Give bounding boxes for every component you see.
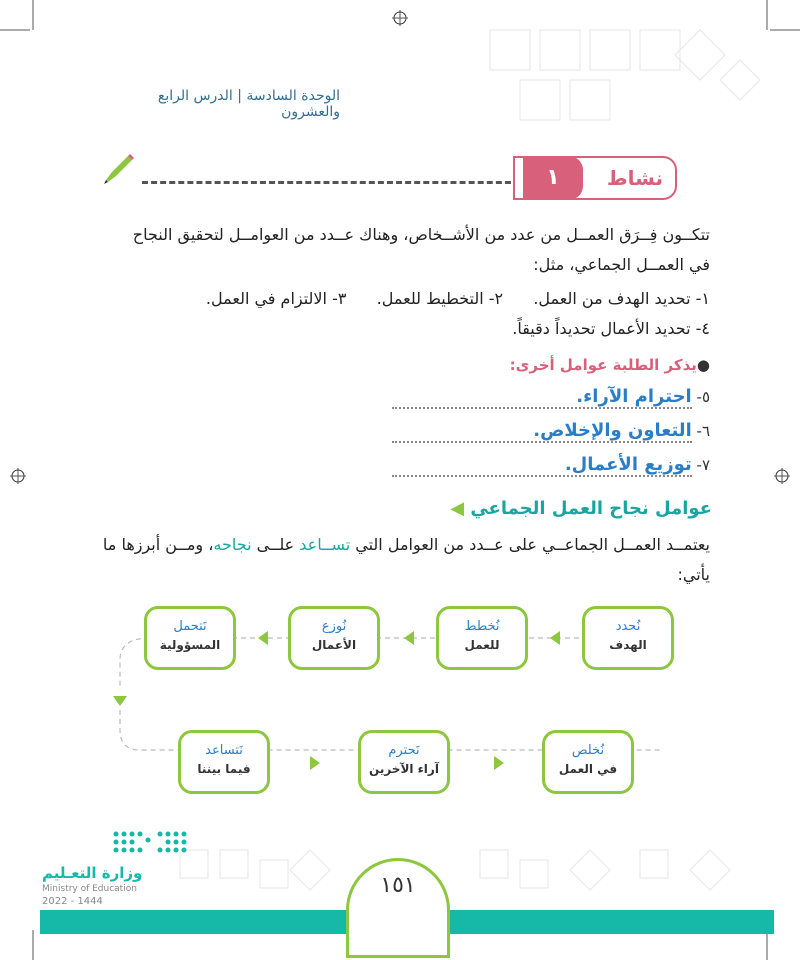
- section-line-1: [90, 530, 710, 560]
- arrow-right-icon: [310, 756, 320, 770]
- activity-label: نشاط: [606, 166, 663, 190]
- step-object: الأعمال: [311, 638, 357, 652]
- background-pattern: [470, 20, 770, 130]
- answer-line-6: [350, 420, 710, 443]
- section-line-2: يأتي:: [677, 565, 710, 584]
- students-note: [400, 356, 710, 374]
- step-verb: نُحدد: [615, 619, 641, 634]
- step-verb: نَحترم: [388, 743, 420, 758]
- activity-tab: [513, 156, 677, 200]
- flow-step-distribute: [288, 606, 380, 670]
- step-object: المسؤولية: [159, 638, 221, 652]
- factors-row-1: [160, 284, 710, 314]
- answer-text: التعاون والإخلاص.: [533, 420, 692, 441]
- answer-text: توزيع الأعمال.: [564, 454, 692, 475]
- breadcrumb: الوحدة السادسة | الدرس الرابع والعشرون: [157, 88, 340, 120]
- bullet-icon: ●: [696, 356, 710, 374]
- highlight-word: تســاعد: [299, 535, 351, 554]
- section-paragraph: [90, 530, 710, 590]
- intro-line-1: تتكــون فِــرَق العمــل من عدد من الأشــخاص، وهناك عــدد من العوامــل لتحقيق النجاح: [132, 225, 710, 244]
- factor-3: ٣- الالتزام في العمل.: [205, 289, 347, 308]
- arrow-left-icon: [404, 631, 414, 645]
- answer-num: ٥-: [696, 388, 710, 406]
- answer-dotted-line: [392, 420, 692, 443]
- section-title: [400, 498, 712, 519]
- factor-1: ١- تحديد الهدف من العمل.: [533, 289, 710, 308]
- flow-step-responsibility: [144, 606, 236, 670]
- arrow-right-icon: [494, 756, 504, 770]
- factor-2: ٢- التخطيط للعمل.: [376, 289, 504, 308]
- step-object: الهدف: [609, 638, 647, 652]
- text-part: علــى: [251, 535, 300, 554]
- page-number: ١٥١: [380, 873, 416, 898]
- arrow-left-icon: [258, 631, 268, 645]
- flow-step-help: [178, 730, 270, 794]
- step-verb: نُوزع: [321, 619, 347, 634]
- factor-4: ٤- تحديد الأعمال تحديداً دقيقاً.: [512, 319, 710, 338]
- answer-line-7: [350, 454, 710, 477]
- step-verb: نُخلص: [571, 743, 605, 758]
- year-label: 2022 - 1444: [42, 896, 103, 907]
- step-object: فيما بيننا: [197, 762, 251, 776]
- answer-num: ٧-: [696, 456, 710, 474]
- section-title-text: عوامل نجاح العمل الجماعي: [470, 498, 712, 519]
- step-object: في العمل: [558, 762, 618, 776]
- step-verb: نَتحمل: [173, 619, 207, 634]
- answer-num: ٦-: [696, 422, 710, 440]
- flow-step-sincere: [542, 730, 634, 794]
- step-object: للعمل: [464, 638, 500, 652]
- ministry-name-en: Ministry of Education: [42, 884, 137, 894]
- step-verb: نَتساعد: [205, 743, 243, 758]
- flow-step-plan: [436, 606, 528, 670]
- ministry-logo-icon: [110, 828, 190, 862]
- answer-dotted-line: [392, 386, 692, 409]
- ministry-name-ar: وزارة التعـليم: [42, 864, 143, 882]
- chevron-left-icon: ◀: [450, 498, 465, 519]
- step-verb: نُخطط: [464, 619, 500, 634]
- activity-divider: [142, 181, 520, 184]
- students-note-text: يذكر الطلبة عوامل أخرى:: [509, 356, 697, 374]
- step-object: آراء الآخرين: [369, 762, 439, 776]
- intro-paragraph: [90, 220, 710, 280]
- page-number-badge: [346, 858, 450, 958]
- answer-dotted-line: [392, 454, 692, 477]
- flow-step-respect: [358, 730, 450, 794]
- text-part: يعتمــد العمــل الجماعــي على عــدد من العوامل التي: [350, 535, 710, 554]
- highlight-word: نجاحه: [213, 535, 252, 554]
- arrow-down-icon: [113, 696, 127, 706]
- answer-line-5: [350, 386, 710, 409]
- text-part: ، ومــن أبرزها ما: [102, 535, 214, 554]
- intro-line-2: في العمــل الجماعي، مثل:: [533, 255, 710, 274]
- activity-number: ١: [523, 156, 583, 200]
- arrow-left-icon: [550, 631, 560, 645]
- pencil-icon: [100, 150, 136, 186]
- flow-step-define-goal: [582, 606, 674, 670]
- answer-text: احترام الآراء.: [576, 386, 692, 407]
